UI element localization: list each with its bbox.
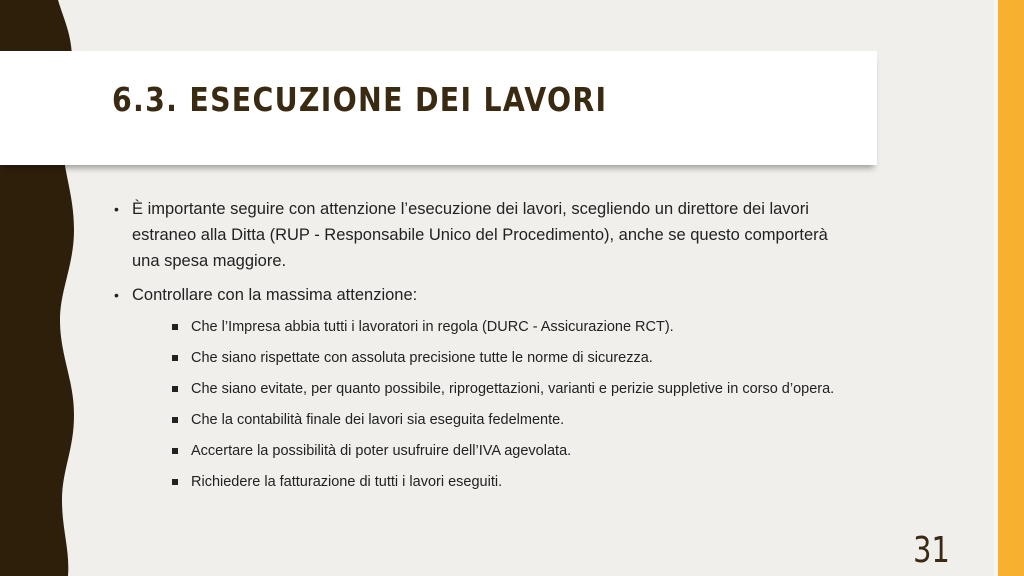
bullet-dot-icon: • [114,201,119,217]
square-bullet-icon [172,479,178,485]
bullet-item [112,282,852,493]
sub-bullet-text: Che siano rispettate con assoluta precisione tutte le norme di sicurezza. [191,350,653,366]
sub-bullet-item [172,347,852,369]
slide-title: 6.3. ESECUZIONE DEI LAVORI [112,80,608,119]
sub-bullet-item [172,378,852,400]
square-bullet-icon [172,355,178,361]
square-bullet-icon [172,386,178,392]
square-bullet-icon [172,324,178,330]
sub-bullet-text: Accertare la possibilità di poter usufruire dell’IVA agevolata. [191,443,572,459]
bullet-item [112,196,852,274]
sub-bullet-item [172,471,852,493]
page-number: 31 [913,530,950,571]
sub-bullet-text: Che la contabilità finale dei lavori sia eseguita fedelmente. [191,412,565,428]
bullet-list [112,196,852,493]
sub-bullet-item [172,316,852,338]
bullet-dot-icon: • [114,287,119,303]
sub-bullet-text: Che l’Impresa abbia tutti i lavoratori in regola (DURC - Assicurazione RCT). [191,319,674,335]
sub-bullet-item [172,440,852,462]
sub-bullet-item [172,409,852,431]
accent-stripe [998,0,1024,576]
square-bullet-icon [172,417,178,423]
sub-bullet-text: Richiedere la fatturazione di tutti i lavori eseguiti. [191,474,503,490]
square-bullet-icon [172,448,178,454]
bullet-text: È importante seguire con attenzione l’esecuzione dei lavori, scegliendo un direttore dei lavori estraneo alla Ditta (RUP - Responsabile Unico del Procedimento), anche se questo comporterà una spesa maggiore. [132,200,828,270]
slide-content [112,196,852,502]
sub-bullet-list [132,316,852,493]
bullet-text: Controllare con la massima attenzione: [132,286,418,304]
sub-bullet-text: Che siano evitate, per quanto possibile, riprogettazioni, varianti e perizie suppletive in corso d’opera. [191,381,835,397]
